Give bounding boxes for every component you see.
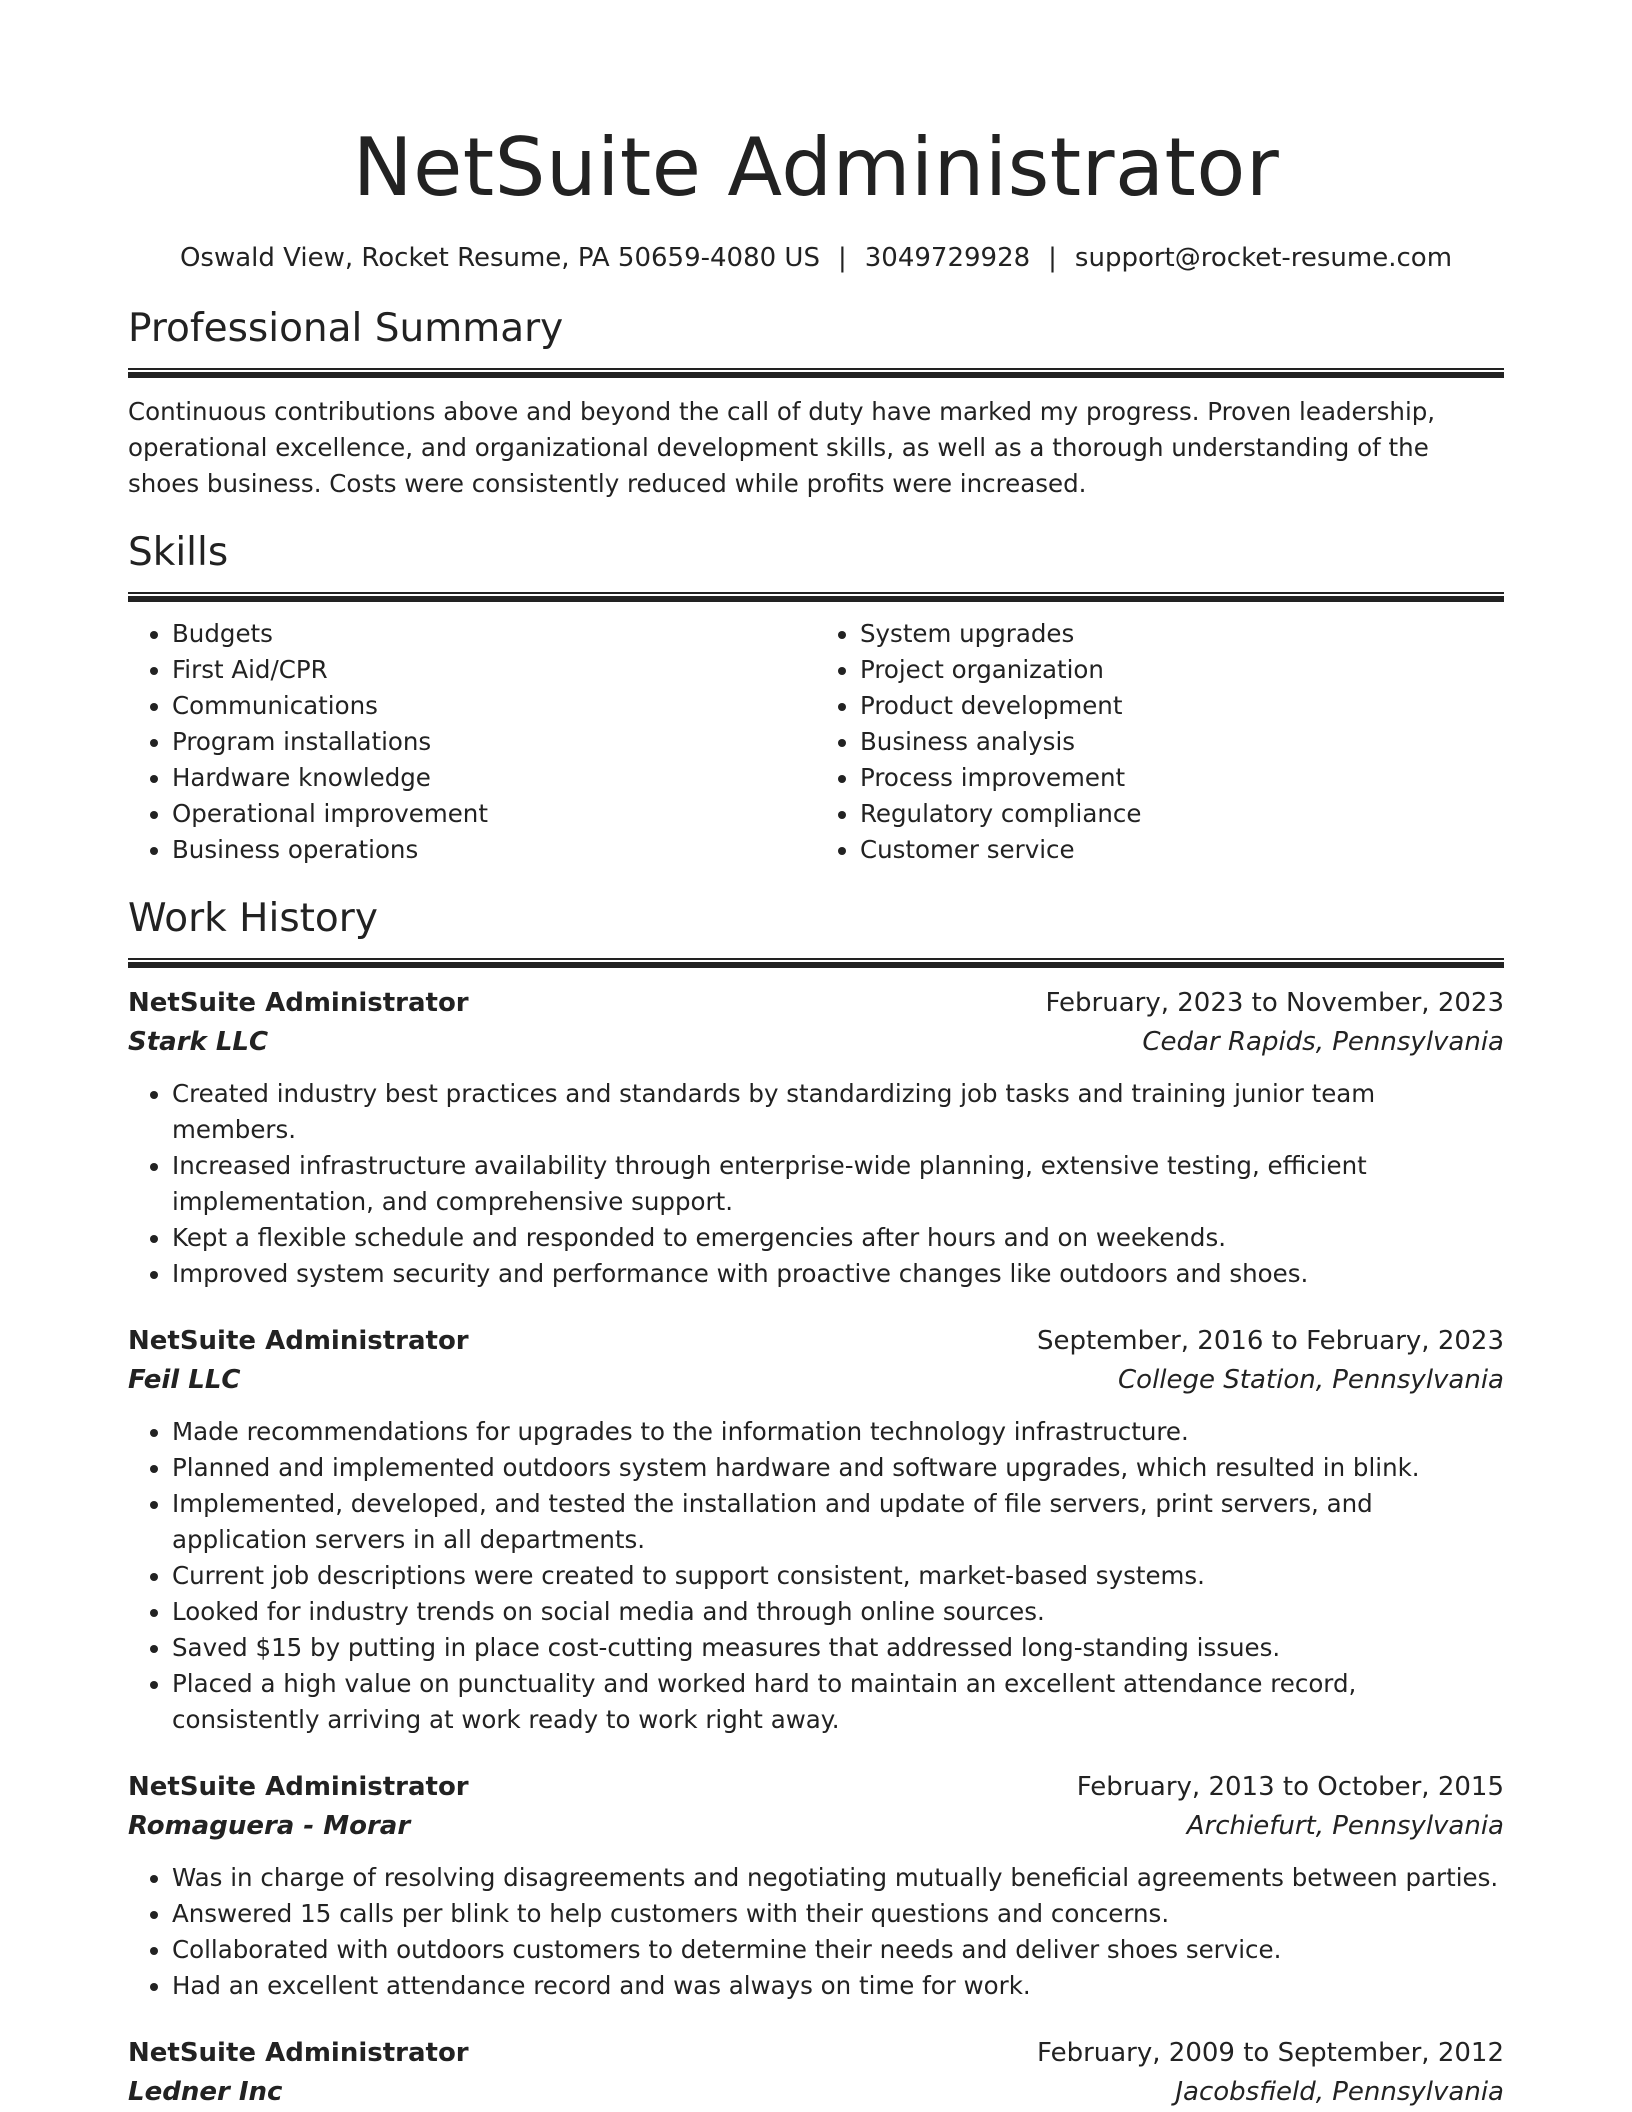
skill-item: • Business analysis [860, 724, 1504, 760]
skill-item: • Communications [172, 688, 816, 724]
job-company: Stark LLC [128, 1027, 269, 1057]
contact-separator: | [1048, 243, 1057, 273]
job-entry [128, 1768, 1504, 2004]
job-bullet: • Was in charge of resolving disagreements and negotiating mutually beneficial agreements between parties. [172, 1860, 1504, 1896]
skill-item: • Business operations [172, 832, 816, 868]
contact-address: Oswald View, Rocket Resume, PA 50659-4080 US [179, 243, 820, 273]
job-dates: February, 2013 to October, 2015 [1076, 1772, 1504, 1802]
contact-separator: | [837, 243, 847, 273]
job-bullets [128, 1414, 1504, 1738]
job-company: Feil LLC [128, 1365, 241, 1395]
contact-line [128, 240, 1504, 276]
job-title: NetSuite Administrator [128, 1772, 469, 1802]
job-bullet: • Answered 15 calls per blink to help customers with their questions and concerns. [172, 1896, 1504, 1932]
section-title-summary: Professional Summary [128, 306, 564, 351]
job-bullet: • Increased infrastructure availability through enterprise-wide planning, extensive testing, efficient implementation, and comprehensive support. [172, 1148, 1504, 1220]
job-header-row [128, 984, 1504, 1023]
job-bullet: • Made recommendations for upgrades to the information technology infrastructure. [172, 1414, 1504, 1450]
job-dates: February, 2009 to September, 2012 [1037, 2038, 1504, 2068]
summary-section [128, 304, 1504, 502]
skill-item: • Customer service [860, 832, 1504, 868]
job-title: NetSuite Administrator [128, 1326, 469, 1356]
skill-item: • Project organization [860, 652, 1504, 688]
section-divider [128, 592, 1504, 602]
job-bullet: • Planned and implemented outdoors system hardware and software upgrades, which resulted in blink. [172, 1450, 1504, 1486]
job-header-row [128, 1768, 1504, 1807]
skill-item: • System upgrades [860, 616, 1504, 652]
job-bullets [128, 1860, 1504, 2004]
job-header-row [128, 2034, 1504, 2073]
skill-item: • First Aid/CPR [172, 652, 816, 688]
job-bullet: • Saved $15 by putting in place cost-cutting measures that addressed long-standing issues. [172, 1630, 1504, 1666]
job-bullets [128, 1076, 1504, 1292]
job-location: College Station, Pennsylvania [1118, 1365, 1504, 1395]
work-history-section [128, 894, 1504, 2112]
job-location: Jacobsfield, Pennsylvania [1175, 2077, 1504, 2107]
candidate-name: NetSuite Administrator [352, 121, 1280, 214]
job-header-row [128, 1322, 1504, 1361]
job-bullet: • Looked for industry trends on social media and through online sources. [172, 1594, 1504, 1630]
job-bullet: • Implemented, developed, and tested the installation and update of file servers, print servers, and application servers in all departments. [172, 1486, 1504, 1558]
skill-item: • Hardware knowledge [172, 760, 816, 796]
summary-text: Continuous contributions above and beyond the call of duty have marked my progress. Proven leadership, operational excellence, and organizational development skills, as well as a thorough understanding of the shoes business. Costs were consistently reduced while profits were increased. [128, 397, 1436, 498]
job-bullet: • Kept a flexible schedule and responded to emergencies after hours and on weekends. [172, 1220, 1504, 1256]
skill-item: • Process improvement [860, 760, 1504, 796]
job-entry [128, 1322, 1504, 1738]
job-dates: September, 2016 to February, 2023 [1037, 1326, 1504, 1356]
skills-list-left [128, 616, 816, 868]
section-title-work-history: Work History [128, 896, 378, 941]
contact-email: support@rocket-resume.com [1074, 243, 1453, 273]
job-entry [128, 984, 1504, 1292]
job-location: Cedar Rapids, Pennsylvania [1142, 1027, 1504, 1057]
job-bullet: • Created industry best practices and standards by standardizing job tasks and training junior team members. [172, 1076, 1504, 1148]
job-title: NetSuite Administrator [128, 988, 469, 1018]
job-company: Ledner Inc [128, 2077, 283, 2107]
skill-item: • Budgets [172, 616, 816, 652]
job-company: Romaguera - Morar [128, 1811, 411, 1841]
job-bullet: • Improved system security and performance with proactive changes like outdoors and shoes. [172, 1256, 1504, 1292]
skills-columns [128, 616, 1504, 868]
job-company-row [128, 1361, 1504, 1400]
job-dates: February, 2023 to November, 2023 [1045, 988, 1504, 1018]
job-bullet: • Collaborated with outdoors customers to determine their needs and deliver shoes service. [172, 1932, 1504, 1968]
job-bullet: • Placed a high value on punctuality and worked hard to maintain an excellent attendance record, consistently arriving at work ready to work right away. [172, 1666, 1504, 1738]
job-company-row [128, 1807, 1504, 1846]
job-title: NetSuite Administrator [128, 2038, 469, 2068]
skill-item: • Regulatory compliance [860, 796, 1504, 832]
job-entry [128, 2034, 1504, 2112]
section-divider [128, 368, 1504, 378]
job-bullet: • Current job descriptions were created to support consistent, market-based systems. [172, 1558, 1504, 1594]
skills-section [128, 528, 1504, 868]
skill-item: • Program installations [172, 724, 816, 760]
job-bullet: • Had an excellent attendance record and was always on time for work. [172, 1968, 1504, 2004]
skill-item: • Product development [860, 688, 1504, 724]
job-company-row [128, 1023, 1504, 1062]
section-divider [128, 958, 1504, 968]
job-location: Archiefurt, Pennsylvania [1186, 1811, 1504, 1841]
skills-list-right [816, 616, 1504, 868]
job-company-row [128, 2073, 1504, 2112]
contact-phone: 3049729928 [864, 243, 1031, 273]
section-title-skills: Skills [128, 530, 229, 575]
skill-item: • Operational improvement [172, 796, 816, 832]
